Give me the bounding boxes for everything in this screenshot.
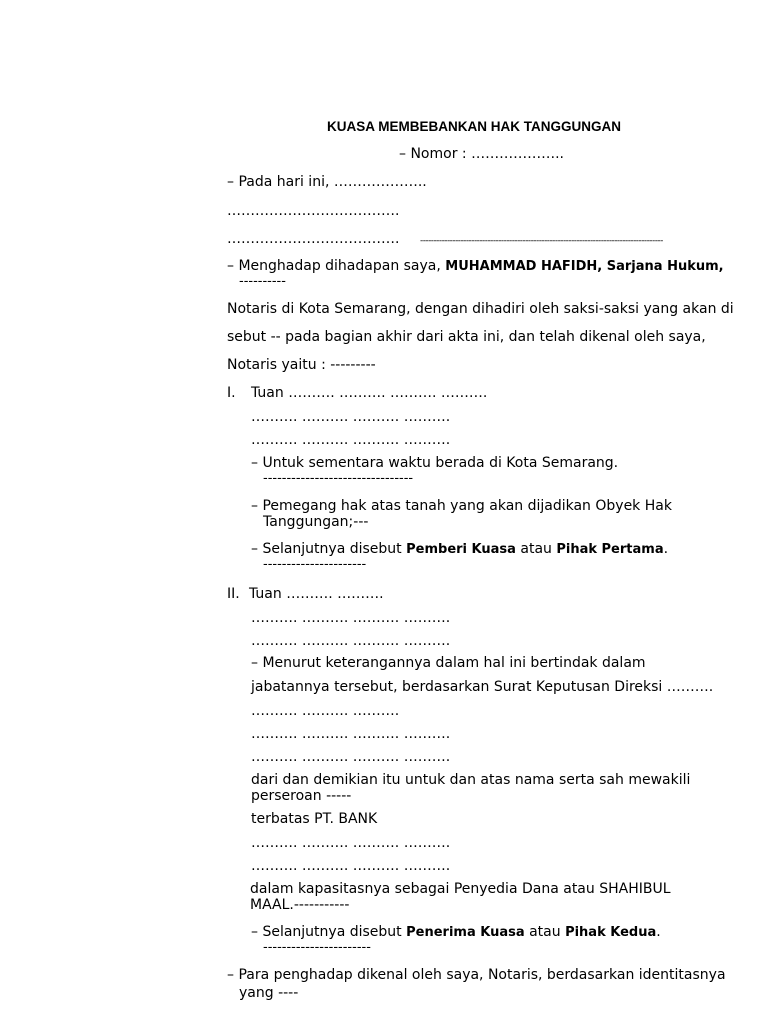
dash-fill: ----------------------- [263, 940, 371, 955]
role-name: Penerima Kuasa [406, 925, 525, 940]
role-period: . [656, 924, 661, 940]
capacity-line: – Menurut keterangannya dalam hal ini bertindak dalam [251, 655, 646, 671]
role-line [251, 924, 661, 941]
appearing-prefix: – Menghadap dihadapan saya, [227, 258, 446, 274]
role-prefix: – Selanjutnya disebut [251, 541, 407, 557]
party-numeral: I. [227, 385, 236, 401]
dots-line: ………. ………. ………. [251, 703, 400, 719]
role-name: Pihak Kedua [565, 925, 657, 940]
party-numeral: II. [227, 586, 240, 602]
dots-line: ………. ………. ………. ………. [251, 835, 451, 851]
representation-line: dari dan demikian itu untuk dan atas nama serta sah mewakili [251, 772, 691, 788]
capacity-line: dalam kapasitasnya sebagai Penyedia Dana atau SHAHIBUL [250, 881, 671, 897]
party-name-line: Tuan ………. ………. [249, 586, 384, 602]
role-conjunction: atau [515, 541, 557, 557]
dots-line: ………………………………. [227, 203, 400, 219]
role-period: . [663, 541, 669, 557]
representation-line: perseroan ----- [251, 788, 352, 804]
role-prefix: – Selanjutnya disebut [251, 924, 407, 940]
dots-line: ………. ………. ………. ………. [251, 432, 451, 448]
dash-fill: ---------------------- [263, 557, 367, 572]
document-title: KUASA MEMBEBANKAN HAK TANGGUNGAN [327, 119, 621, 134]
role-line [251, 541, 668, 558]
role-name: Pihak Pertama [556, 542, 664, 557]
dots-line: ………. ………. ………. ………. [251, 409, 451, 425]
dash-fill: -------------------------------- [263, 471, 414, 486]
residence-line: – Untuk sementara waktu berada di Kota Semarang. [251, 455, 619, 471]
dots-line: ………. ………. ………. ………. [251, 610, 451, 626]
dash-fill: ------------------------------------------------------------------------------------------ [420, 236, 663, 246]
dots-line: ………. ………. ………. ………. [251, 726, 451, 742]
notary-name: MUHAMMAD HAFIDH, Sarjana Hukum, [445, 259, 724, 274]
dots-line: ………. ………. ………. ………. [251, 749, 451, 765]
holder-line: Tanggungan;--- [263, 514, 369, 530]
appearing-line [227, 258, 724, 275]
capacity-line: MAAL.----------- [250, 897, 350, 913]
dots-line: ………………………………. [227, 231, 400, 247]
paragraph-line: Notaris di Kota Semarang, dengan dihadiri oleh saksi-saksi yang akan di [227, 301, 734, 317]
dots-line: ………. ………. ………. ………. [251, 858, 451, 874]
closing-line: – Para penghadap dikenal oleh saya, Notaris, berdasarkan identitasnya [227, 967, 726, 983]
paragraph-line: sebut -- pada bagian akhir dari akta ini, dan telah dikenal oleh saya, [227, 329, 706, 345]
document-number: – Nomor : ……………….. [399, 146, 564, 162]
closing-line: yang ---- [239, 985, 299, 1001]
capacity-line: jabatannya tersebut, berdasarkan Surat Keputusan Direksi ………. [251, 679, 714, 695]
party-name-line: Tuan ………. ………. ………. ………. [251, 385, 488, 401]
role-name: Pemberi Kuasa [406, 542, 516, 557]
dots-line: ………. ………. ………. ………. [251, 633, 451, 649]
day-line: – Pada hari ini, ……………….. [227, 174, 427, 190]
role-conjunction: atau [524, 924, 566, 940]
paragraph-line: Notaris yaitu : --------- [227, 357, 376, 373]
holder-line: – Pemegang hak atas tanah yang akan dijadikan Obyek Hak [251, 498, 672, 514]
bank-line: terbatas PT. BANK [251, 811, 378, 827]
dash-fill: ---------- [239, 274, 286, 289]
